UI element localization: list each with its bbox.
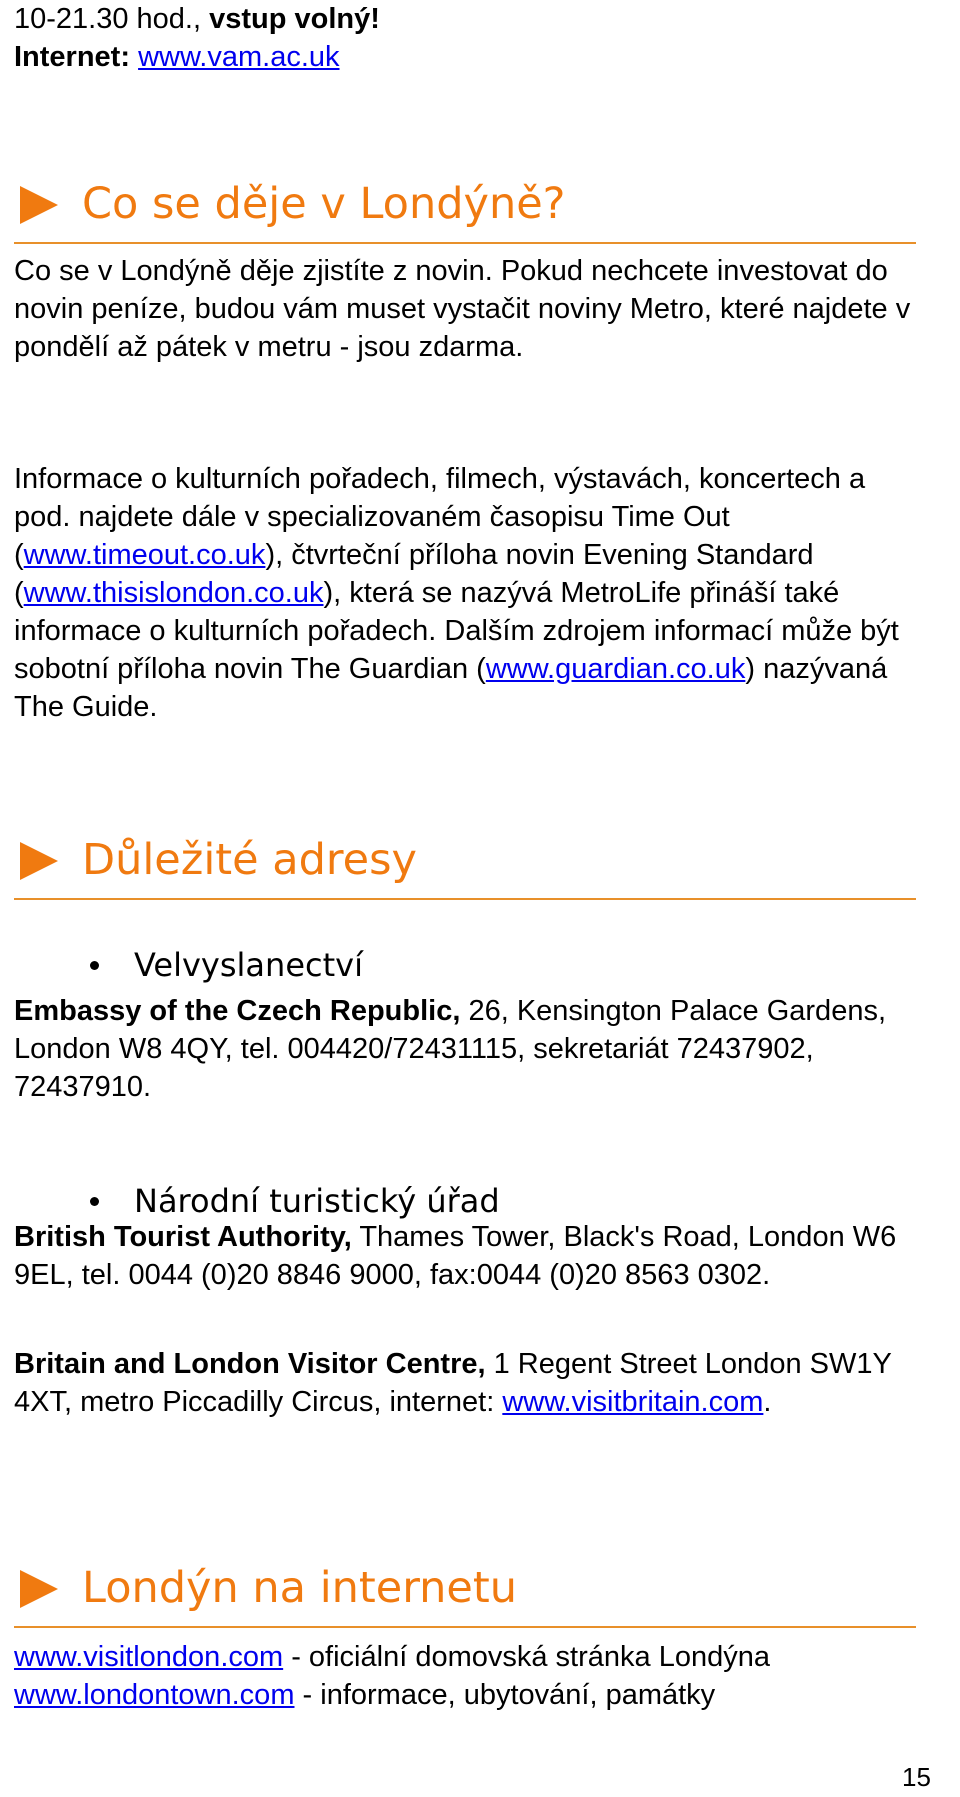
triangle-arrow-icon — [20, 1570, 58, 1608]
londontown-link[interactable]: www.londontown.com — [14, 1679, 295, 1711]
intro-block — [14, 0, 914, 76]
internet-line: Internet: www.vam.ac.uk — [14, 41, 340, 73]
bullet-icon — [90, 1197, 99, 1206]
list-item: www.londontown.com - informace, ubytování, památky — [14, 1679, 716, 1711]
thisislondon-link[interactable]: www.thisislondon.co.uk — [23, 577, 324, 609]
heading-internet-text: Londýn na internetu — [82, 1563, 517, 1613]
bullet-icon — [90, 961, 99, 970]
page-number: 15 — [902, 1762, 931, 1792]
heading-addresses-text: Důležité adresy — [82, 835, 417, 885]
triangle-arrow-icon — [20, 186, 58, 224]
events-paragraph-2: Informace o kulturních pořadech, filmech, výstavách, koncertech a pod. najdete dále v specializovaném časopisu Time Out (www.timeout.co.uk), čtvrteční příloha novin Evening Standard (www.thisislondon.co.uk), která se nazývá MetroLife přináší také informace o kulturních pořadech. Dalším zdrojem informací může být sobotní příloha novin The Guardian (www.guardian.co.uk) nazývaná The Guide. — [14, 463, 899, 723]
heading-addresses — [14, 834, 916, 900]
heading-events-text: Co se děje v Londýně? — [82, 179, 566, 229]
opening-hours: 10-21.30 hod., vstup volný! — [14, 3, 380, 35]
bta-address: British Tourist Authority, Thames Tower, Black's Road, London W6 9EL, tel. 0044 (0)20 8846 9000, fax:0044 (0)20 8563 0302. — [14, 1221, 897, 1291]
subheading-embassy: Velvyslanectví — [0, 944, 900, 988]
vam-link[interactable]: www.vam.ac.uk — [138, 41, 340, 73]
internet-links — [14, 1638, 914, 1714]
visitbritain-link[interactable]: www.visitbritain.com — [502, 1386, 764, 1418]
blvc-address: Britain and London Visitor Centre, 1 Regent Street London SW1Y 4XT, metro Piccadilly Circus, internet: www.visitbritain.com. — [14, 1348, 892, 1418]
events-paragraph-1: Co se v Londýně děje zjistíte z novin. Pokud nechcete investovat do novin peníze, budou vám muset vystačit noviny Metro, které najdete v pondělí až pátek v metru - jsou zdarma. — [14, 255, 911, 363]
embassy-address: Embassy of the Czech Republic, 26, Kensington Palace Gardens, London W8 4QY, tel. 004420/72431115, sekretariát 72437902, 72437910. — [14, 995, 887, 1103]
visitlondon-link[interactable]: www.visitlondon.com — [14, 1641, 284, 1673]
guardian-link[interactable]: www.guardian.co.uk — [485, 653, 746, 685]
heading-internet — [14, 1562, 916, 1628]
subheading-tourist-office: Národní turistický úřad — [0, 1180, 900, 1224]
triangle-arrow-icon — [20, 842, 58, 880]
timeout-link[interactable]: www.timeout.co.uk — [23, 539, 266, 571]
heading-events — [14, 178, 916, 244]
list-item: www.visitlondon.com - oficiální domovská stránka Londýna — [14, 1641, 770, 1673]
